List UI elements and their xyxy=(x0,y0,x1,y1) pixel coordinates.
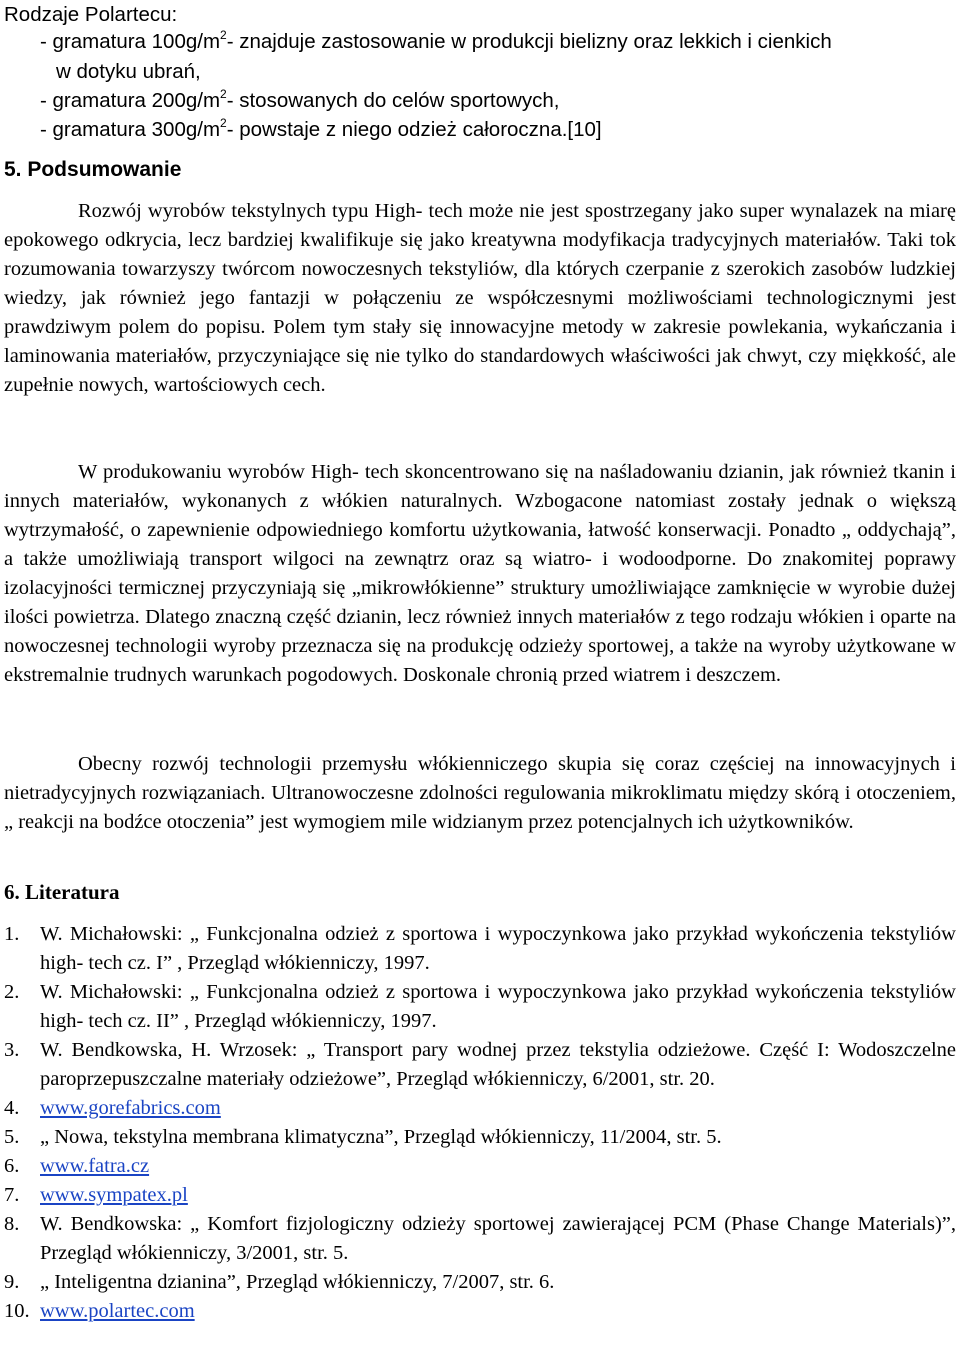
section-5-title: 5. Podsumowanie xyxy=(4,158,182,181)
reference-item xyxy=(4,1094,956,1123)
reference-number: 3. xyxy=(4,1039,20,1061)
polartec-item-2 xyxy=(40,88,559,114)
section-6-title: 6. Literatura xyxy=(4,880,120,904)
reference-text: W. Michałowski: „ Funkcjonalna odzież z sportowa i wypoczynkowa jako przykład wykończenia tekstyliów high- tech cz. II” , Przegląd włókienniczy, 1997. xyxy=(40,981,956,1032)
reference-link[interactable]: www.fatra.cz xyxy=(40,1155,150,1177)
reference-text: W. Michałowski: „ Funkcjonalna odzież z sportowa i wypoczynkowa jako przykład wykończenia tekstyliów high- tech cz. I” , Przegląd włókienniczy, 1997. xyxy=(40,923,956,974)
reference-number: 4. xyxy=(4,1097,20,1119)
polartec-item-3 xyxy=(40,117,602,143)
reference-text: „ Inteligentna dzianina”, Przegląd włókienniczy, 7/2007, str. 6. xyxy=(40,1271,555,1293)
polartec-heading: Rodzaje Polartecu: xyxy=(4,3,178,26)
reference-number: 2. xyxy=(4,981,20,1003)
polartec-item-post: - powstaje z niego odzież całoroczna.[10] xyxy=(226,118,602,141)
reference-number: 7. xyxy=(4,1184,20,1206)
polartec-item-1 xyxy=(40,29,832,55)
polartec-item-post: - stosowanych do celów sportowych, xyxy=(226,89,560,112)
polartec-item-sup: 2 xyxy=(220,116,227,130)
polartec-item-sup: 2 xyxy=(220,28,227,42)
reference-item xyxy=(4,1181,956,1210)
reference-item xyxy=(4,1210,956,1268)
reference-link[interactable]: www.sympatex.pl xyxy=(40,1184,188,1206)
polartec-item-pre: - gramatura 100g/m xyxy=(40,30,221,53)
summary-paragraph-2: W produkowaniu wyrobów High- tech skoncentrowano się na naśladowaniu dzianin, jak również tkanin i innych materiałów, wykonanych z włókien naturalnych. Wzbogacone natomiast zostały jednak o większą wytrzymałość, o zapewnienie odpowiedniego komfortu użytkowania, łatwość konserwacji. Ponadto „ oddychają”, a także umożliwiają transport wilgoci na zewnątrz oraz są wiatro- i wodoodporne. Do znakomitej poprawy izolacyjności termicznej przyczyniają się „mikrowłókienne” struktury umożliwiające zamknięcie w wyrobie dużej ilości powietrza. Dlatego znaczną część dzianin, lecz również innych materiałów z tego rodzaju włókien i oparte na nowoczesnej technologii wyroby przeznacza się na produkcję odzieży sportowej, a także na wyroby użytkowane w ekstremalnie trudnych warunkach pogodowych. Doskonale chronią przed wiatrem i deszczem. xyxy=(4,461,956,686)
reference-link[interactable]: www.gorefabrics.com xyxy=(40,1097,221,1119)
polartec-item-1-continuation: w dotyku ubrań, xyxy=(56,60,201,83)
polartec-item-post: - znajduje zastosowanie w produkcji bielizny oraz lekkich i cienkich xyxy=(226,30,832,53)
reference-number: 6. xyxy=(4,1155,20,1177)
reference-number: 1. xyxy=(4,923,20,945)
summary-paragraph-1: Rozwój wyrobów tekstylnych typu High- tech może nie jest spostrzegany jako super wynalazek na miarę epokowego odkrycia, lecz bardziej kwalifikuje się jako kreatywna modyfikacja tradycyjnych materiałów. Taki tok rozumowania towarzyszy twórcom nowoczesnych tekstyliów, dla których czerpanie z szerokich zasobów ludzkiej wiedzy, jak również jego fantazji w połączeniu ze współczesnymi możliwościami technologicznymi jest prawdziwym polem do popisu. Polem tym stały się innowacyjne metody w zakresie powlekania, wykańczania i laminowania materiałów, przyczyniające się nie tylko do standardowych właściwości jak chwyt, czy miękkość, ale zupełnie nowych, wartościowych cech. xyxy=(4,200,956,396)
reference-number: 5. xyxy=(4,1126,20,1148)
reference-item xyxy=(4,1036,956,1094)
reference-number: 9. xyxy=(4,1271,20,1293)
polartec-item-sup: 2 xyxy=(220,87,227,101)
polartec-item-pre: - gramatura 200g/m xyxy=(40,89,221,112)
reference-text: W. Bendkowska: „ Komfort fizjologiczny odzieży sportowej zawierającej PCM (Phase Change Materials)”, Przegląd włókienniczy, 3/2001, str. 5. xyxy=(40,1213,956,1264)
polartec-item-pre: - gramatura 300g/m xyxy=(40,118,221,141)
reference-list xyxy=(4,920,956,1326)
reference-item xyxy=(4,978,956,1036)
reference-text: W. Bendkowska, H. Wrzosek: „ Transport pary wodnej przez tekstylia odzieżowe. Część I: Wodoszczelne paroprzepuszczalne materiały odzieżowe”, Przegląd włókienniczy, 6/2001, str. 20. xyxy=(40,1039,956,1090)
reference-item xyxy=(4,1123,956,1152)
reference-item xyxy=(4,1152,956,1181)
reference-number: 8. xyxy=(4,1213,20,1235)
reference-text: „ Nowa, tekstylna membrana klimatyczna”, Przegląd włókienniczy, 11/2004, str. 5. xyxy=(40,1126,722,1148)
reference-item xyxy=(4,1297,956,1326)
reference-link[interactable]: www.polartec.com xyxy=(40,1300,195,1322)
reference-item xyxy=(4,1268,956,1297)
reference-number: 10. xyxy=(4,1300,30,1322)
summary-paragraph-3: Obecny rozwój technologii przemysłu włókienniczego skupia się coraz częściej na innowacyjnych i nietradycyjnych rozwiązaniach. Ultranowoczesne zdolności regulowania mikroklimatu między skórą i otoczeniem, „ reakcji na bodźce otoczenia” jest wymogiem mile widzianym przez potencjalnych ich użytkowników. xyxy=(4,753,956,833)
reference-item xyxy=(4,920,956,978)
